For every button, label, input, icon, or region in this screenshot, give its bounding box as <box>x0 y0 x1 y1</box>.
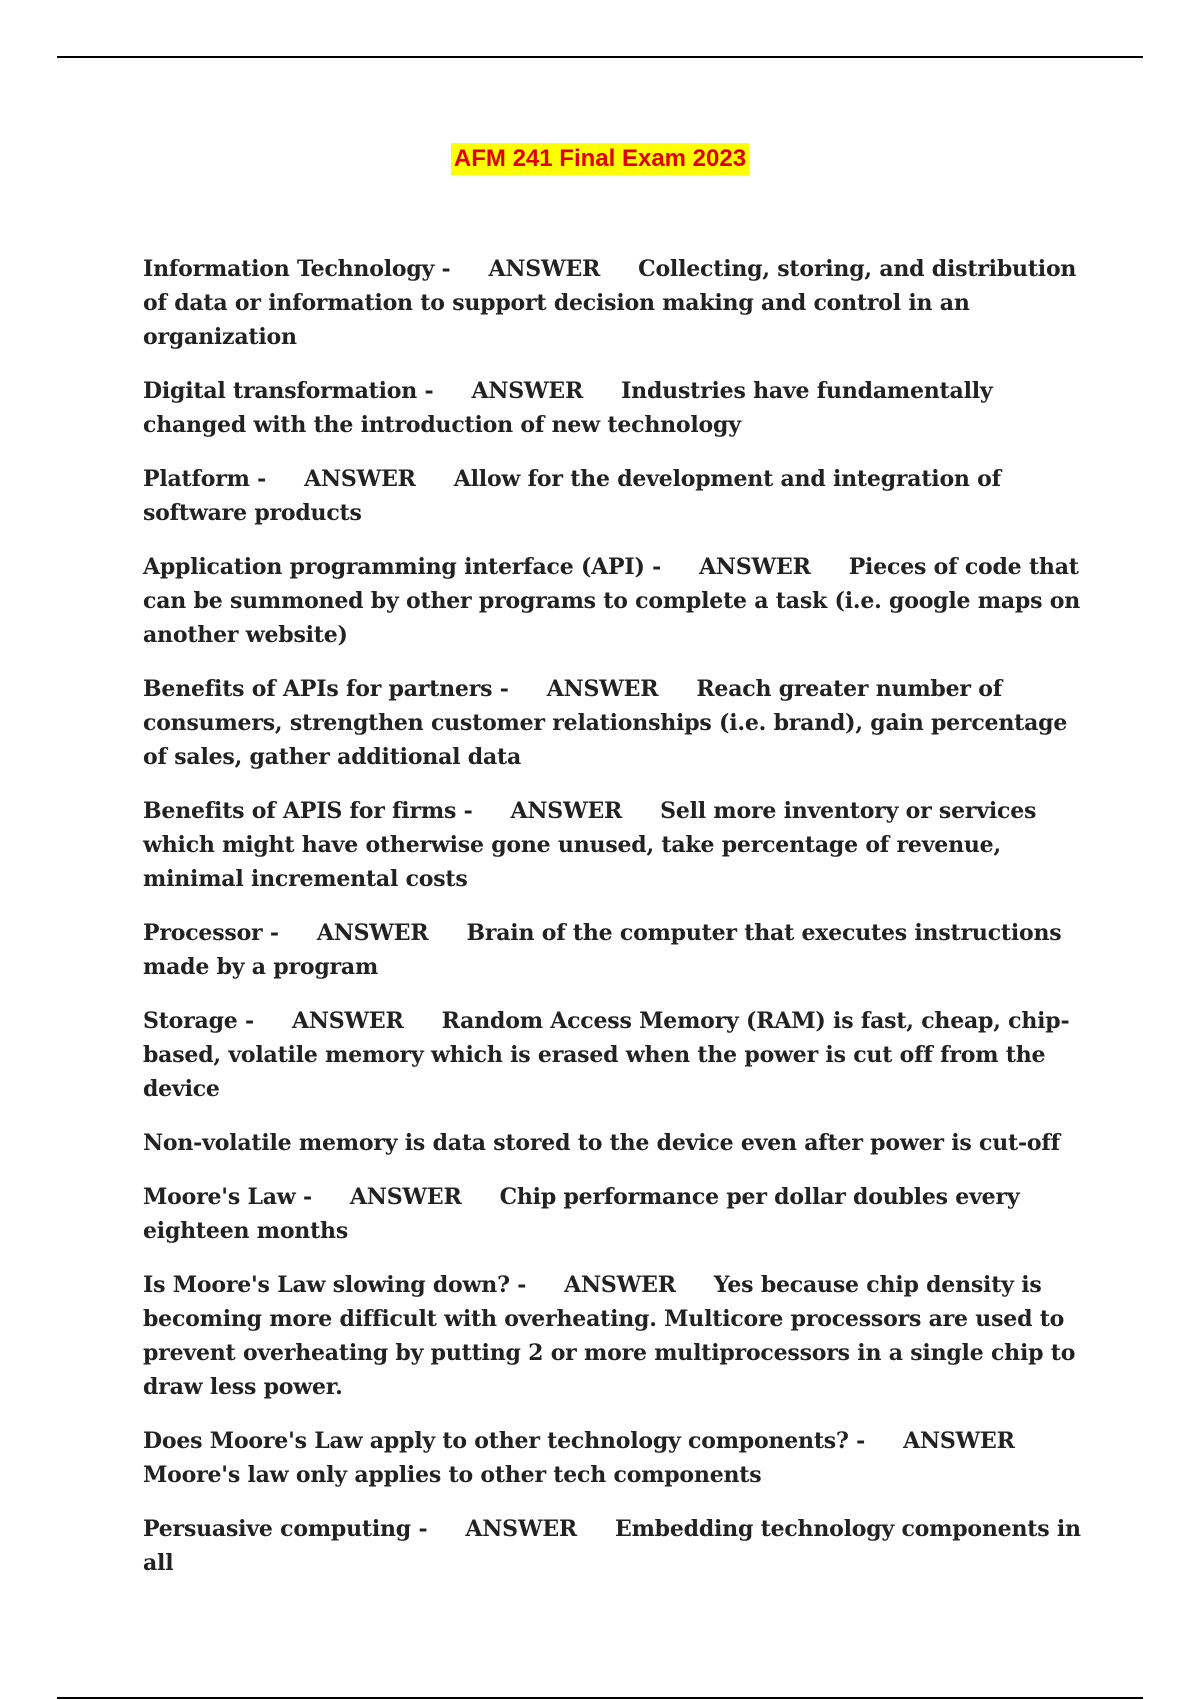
flashcard-list <box>143 252 1098 1600</box>
term: Digital transformation - <box>143 378 434 404</box>
term: Information Technology - <box>143 256 451 282</box>
definition: Pieces of code that can be summoned by other programs to complete a task (i.e. google maps on another website) <box>143 554 1081 648</box>
answer-label: ANSWER <box>471 378 584 404</box>
term: Moore's Law - <box>143 1184 312 1210</box>
top-divider <box>57 56 1143 58</box>
answer-label: ANSWER <box>465 1516 578 1542</box>
definition: Embedding technology components in all <box>143 1516 1081 1576</box>
answer-label: ANSWER <box>699 554 811 580</box>
definition: Chip performance per dollar doubles every eighteen months <box>143 1184 1020 1244</box>
title-container <box>0 143 1200 175</box>
continuation-paragraph: Non-volatile memory is data stored to the device even after power is cut-off <box>143 1130 1060 1156</box>
definition: Random Access Memory (RAM) is fast, cheap, chip-based, volatile memory which is erased when the power is cut off from the device <box>143 1008 1070 1102</box>
bottom-divider <box>57 1697 1143 1699</box>
flashcard-entry <box>143 252 1098 354</box>
flashcard-entry <box>143 1424 1098 1492</box>
answer-label: ANSWER <box>564 1272 676 1298</box>
term: Platform - <box>143 466 267 492</box>
answer-label: ANSWER <box>304 466 416 492</box>
flashcard-entry <box>143 1268 1098 1404</box>
definition: Moore's law only applies to other tech components <box>143 1462 762 1488</box>
term: Is Moore's Law slowing down? - <box>143 1272 527 1298</box>
flashcard-entry <box>143 550 1098 652</box>
flashcard-entry <box>143 1004 1098 1106</box>
flashcard-entry <box>143 1180 1098 1248</box>
term: Benefits of APIs for partners - <box>143 676 509 702</box>
flashcard-entry <box>143 1512 1098 1580</box>
definition: Sell more inventory or services which might have otherwise gone unused, take percentage of revenue, minimal incremental costs <box>143 798 1037 892</box>
answer-label: ANSWER <box>546 676 659 702</box>
term: Processor - <box>143 920 279 946</box>
flashcard-entry <box>143 672 1098 774</box>
definition: Brain of the computer that executes instructions made by a program <box>143 920 1062 980</box>
answer-label: ANSWER <box>349 1184 462 1210</box>
term: Does Moore's Law apply to other technology components? - <box>143 1428 866 1454</box>
term: Storage - <box>143 1008 254 1034</box>
definition: Yes because chip density is becoming more difficult with overheating. Multicore processors are used to prevent overheating by putting 2 or more multiprocessors in a single chip to draw less power. <box>143 1272 1076 1400</box>
definition: Reach greater number of consumers, strengthen customer relationships (i.e. brand), gain percentage of sales, gather additional data <box>143 676 1068 770</box>
definition: Industries have fundamentally changed with the introduction of new technology <box>143 378 993 438</box>
document-title: AFM 241 Final Exam 2023 <box>451 143 749 175</box>
term: Application programming interface (API) - <box>143 554 662 580</box>
flashcard-entry <box>143 794 1098 896</box>
flashcard-entry <box>143 916 1098 984</box>
flashcard-entry <box>143 462 1098 530</box>
term: Benefits of APIS for firms - <box>143 798 473 824</box>
definition: Collecting, storing, and distribution of data or information to support decision making and control in an organization <box>143 256 1077 350</box>
flashcard-entry <box>143 374 1098 442</box>
answer-label: ANSWER <box>903 1428 1015 1454</box>
answer-label: ANSWER <box>510 798 623 824</box>
answer-label: ANSWER <box>291 1008 404 1034</box>
definition: Allow for the development and integration of software products <box>143 466 1001 526</box>
answer-label: ANSWER <box>488 256 601 282</box>
term: Persuasive computing - <box>143 1516 428 1542</box>
answer-label: ANSWER <box>316 920 429 946</box>
